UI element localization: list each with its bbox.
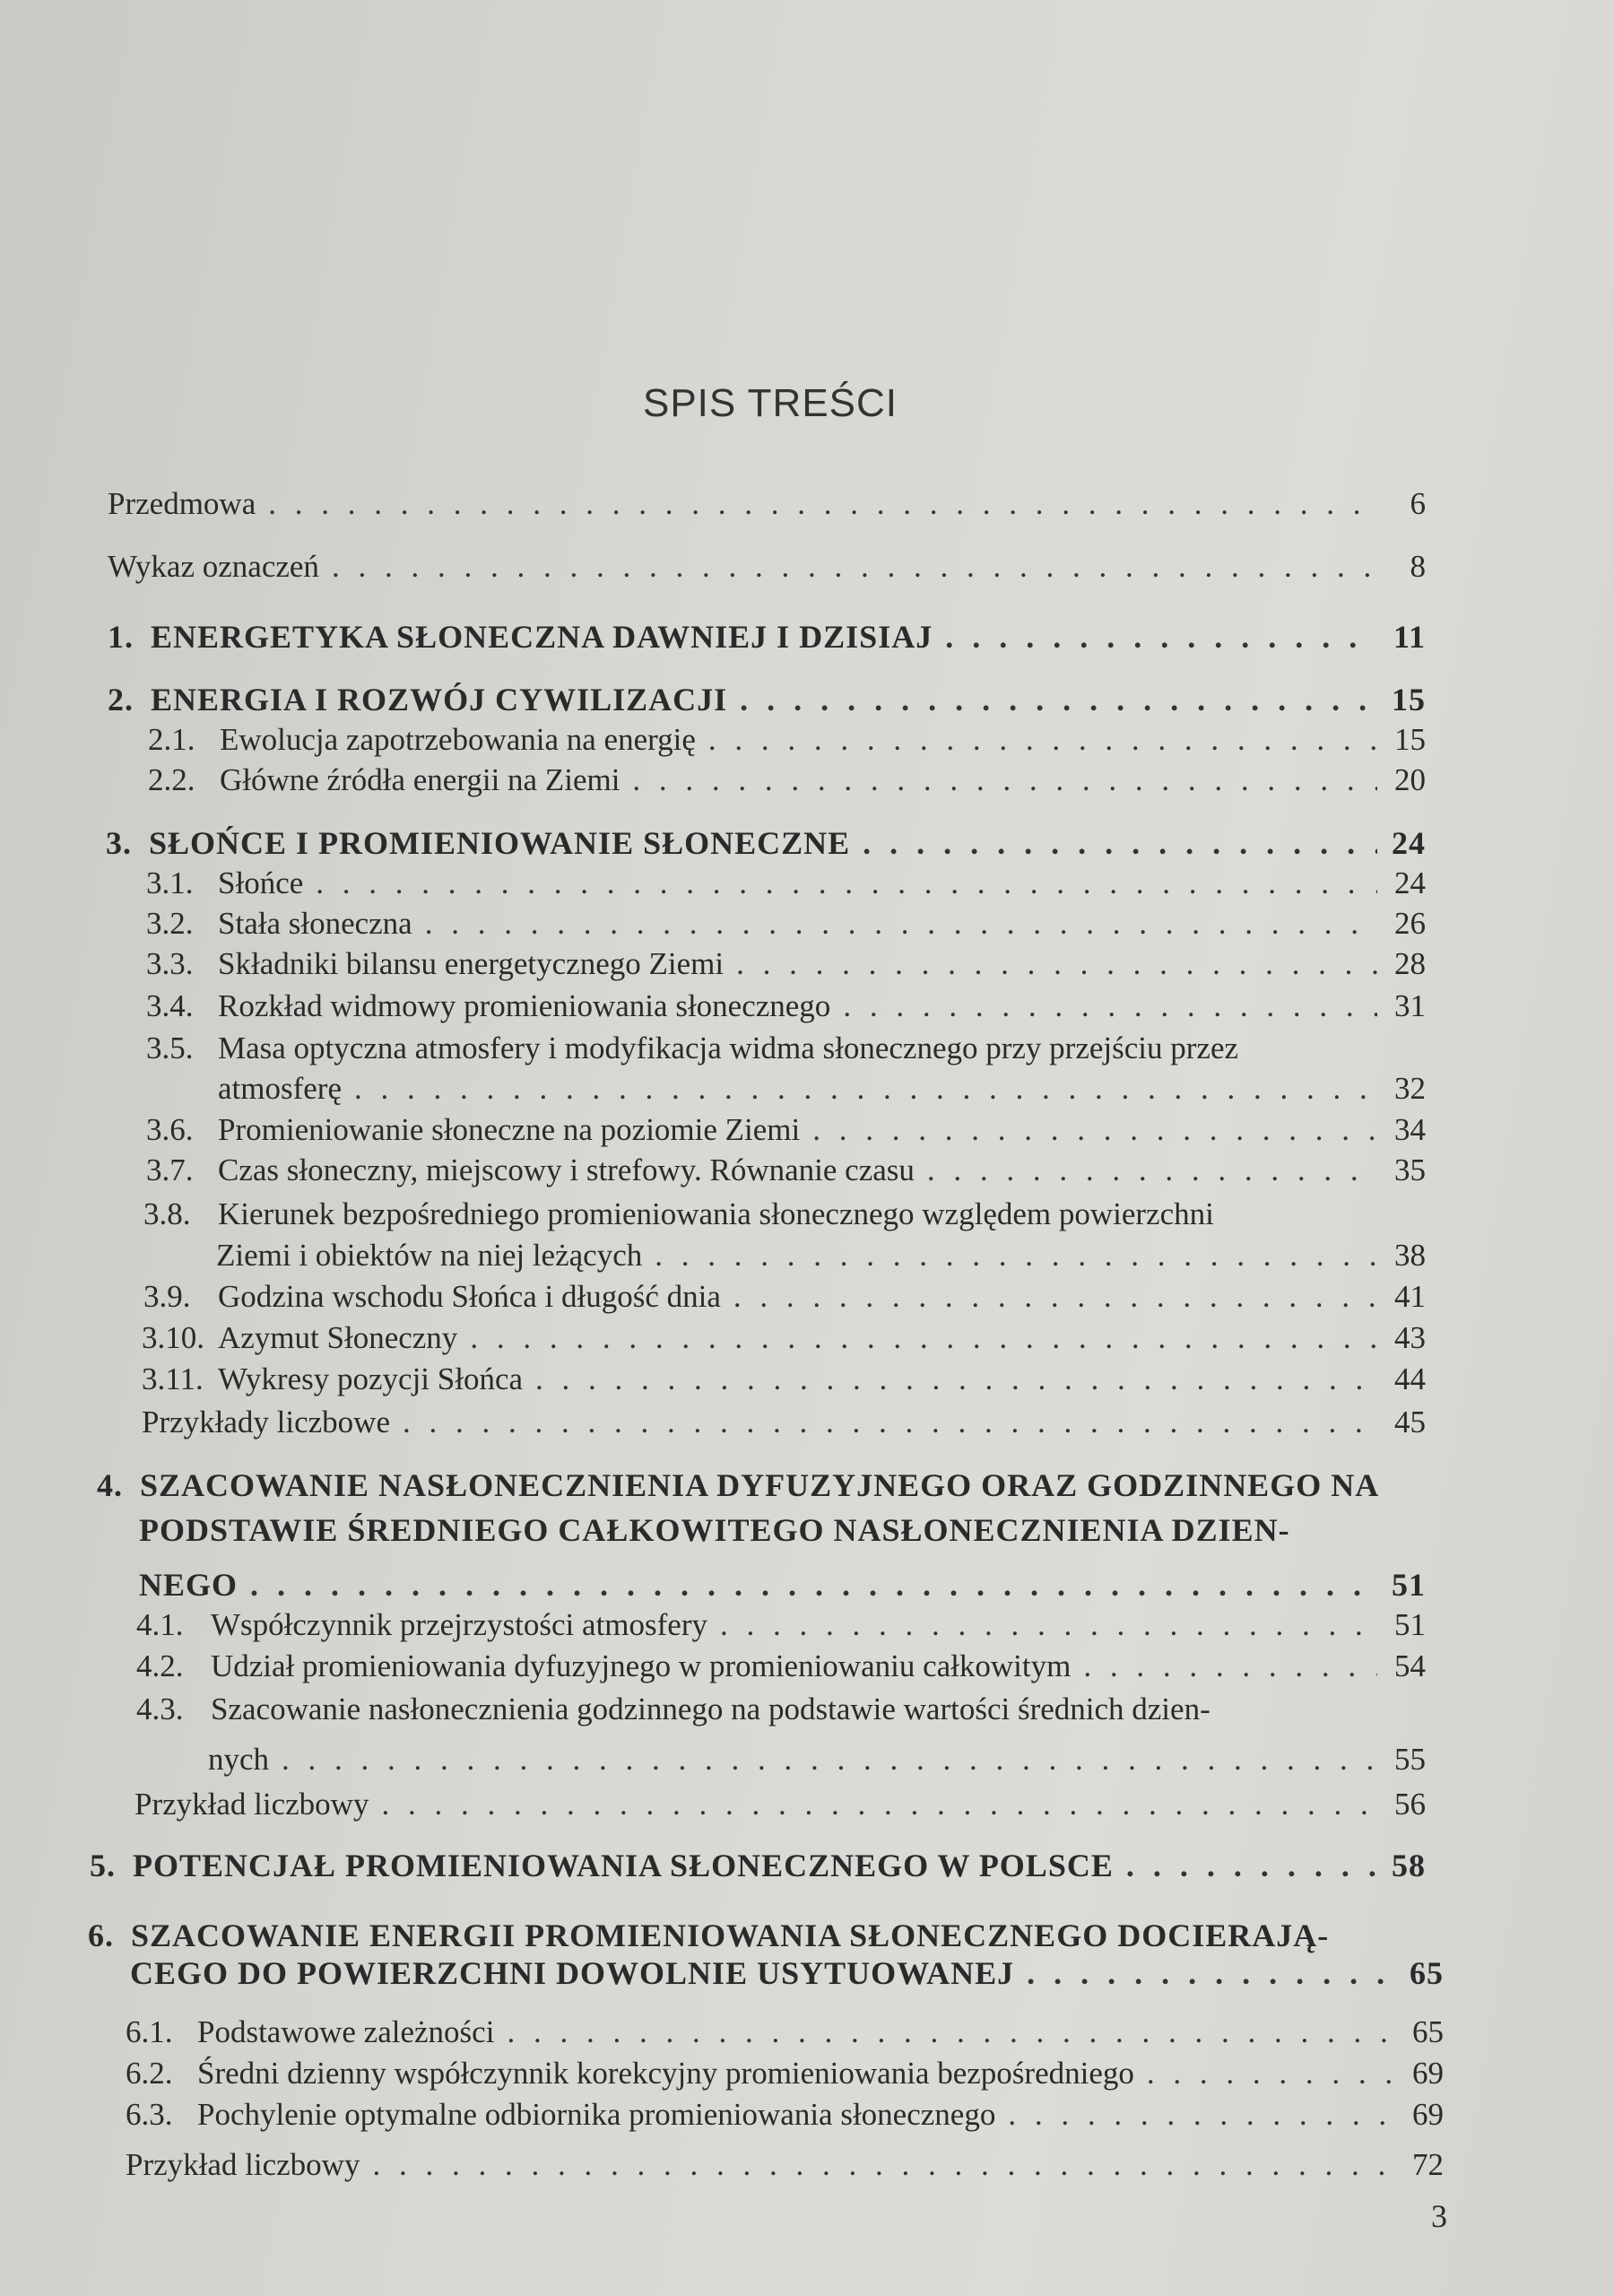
- toc-entry-page: 55: [1394, 1742, 1426, 1777]
- toc-entry-page: 8: [1410, 549, 1426, 584]
- toc-entry-page: 56: [1394, 1787, 1426, 1822]
- toc-entry-page: 6: [1410, 486, 1426, 521]
- toc-entry: [142, 1318, 1426, 1358]
- toc-entry-page: 54: [1394, 1648, 1426, 1683]
- toc-entry-title: Czas słoneczny, miejscowy i strefowy. Równanie czasu: [218, 1152, 915, 1187]
- toc-entry: [126, 2013, 1444, 2052]
- toc-entry: [143, 1195, 1363, 1234]
- dot-leader: [1147, 2054, 1395, 2093]
- dot-leader: [381, 1785, 1377, 1824]
- toc-entry: [146, 944, 1426, 984]
- toc-entry-page: 24: [1394, 865, 1426, 900]
- toc-entry-title: Ziemi i obiektów na niej leżących: [216, 1238, 643, 1273]
- dot-leader: [1083, 1647, 1377, 1686]
- dot-leader: [863, 823, 1377, 863]
- page-title: SPIS TREŚCI: [642, 381, 898, 425]
- toc-entry-title: Podstawowe zależności: [197, 2014, 495, 2049]
- toc-entry-page: 28: [1394, 946, 1426, 981]
- toc-entry-number: 3.5.: [146, 1031, 194, 1065]
- toc-entry-title: Współczynnik przejrzystości atmosfery: [211, 1607, 707, 1642]
- toc-entry: [146, 1029, 1363, 1068]
- toc-entry-title: Godzina wschodu Słońca i długość dnia: [218, 1279, 721, 1314]
- toc-entry: [108, 484, 1426, 524]
- toc-entry: [126, 2095, 1444, 2135]
- toc-entry: [130, 1953, 1444, 1993]
- toc-entry: [139, 1565, 1426, 1605]
- toc-entry-number: 3.10.: [142, 1320, 204, 1355]
- toc-entry: [136, 1647, 1426, 1686]
- toc-entry: [146, 1110, 1426, 1150]
- toc-entry-title: Wykresy pozycji Słońca: [218, 1361, 524, 1396]
- dot-leader: [507, 2013, 1395, 2052]
- dot-leader: [268, 484, 1377, 524]
- dot-leader: [720, 1605, 1377, 1645]
- toc-entry-page: 43: [1394, 1320, 1426, 1355]
- toc-entry-page: 58: [1392, 1848, 1426, 1883]
- toc-entry-title: SZACOWANIE ENERGII PROMIENIOWANIA SŁONECZNEGO DOCIERAJĄ-: [131, 1918, 1330, 1953]
- toc-entry: [146, 1151, 1426, 1190]
- toc-entry-page: 31: [1394, 988, 1426, 1023]
- toc-entry-page: 34: [1394, 1112, 1426, 1147]
- toc-entry: [216, 1236, 1426, 1275]
- toc-entry: [126, 2054, 1444, 2093]
- toc-entry: [136, 1690, 1363, 1729]
- toc-entry: [146, 904, 1426, 944]
- toc-entry-number: 2.: [108, 682, 134, 718]
- toc-entry-page: 38: [1394, 1238, 1426, 1273]
- toc-entry-number: 3.6.: [146, 1112, 194, 1147]
- dot-leader: [372, 2145, 1395, 2185]
- toc-entry-number: 3.4.: [146, 988, 194, 1023]
- toc-entry-page: 69: [1412, 2056, 1444, 2091]
- toc-entry-number: 4.: [97, 1467, 123, 1503]
- toc-entry: [218, 1069, 1426, 1109]
- dot-leader: [708, 720, 1377, 760]
- dot-leader: [282, 1740, 1377, 1779]
- toc-entry-page: 11: [1393, 619, 1426, 655]
- toc-entry-title: atmosferę: [218, 1071, 342, 1106]
- toc-entry-page: 65: [1412, 2014, 1444, 2049]
- toc-entry-number: 6.2.: [126, 2056, 173, 2091]
- toc-entry-title: Promieniowanie słoneczne na poziomie Ziemi: [218, 1112, 801, 1147]
- toc-entry-title: Rozkład widmowy promieniowania słonecznego: [218, 988, 831, 1023]
- toc-entry-title: nych: [208, 1742, 270, 1777]
- toc-entry-number: 5.: [90, 1848, 116, 1883]
- toc-entry-number: 4.2.: [136, 1648, 184, 1683]
- toc-entry-page: 24: [1392, 825, 1426, 861]
- toc-entry: [143, 1277, 1426, 1317]
- toc-entry-title: Pochylenie optymalne odbiornika promieniowania słonecznego: [197, 2097, 996, 2132]
- toc-entry-number: 1.: [108, 619, 134, 655]
- toc-entry: [108, 680, 1426, 719]
- toc-entry: [108, 547, 1426, 587]
- toc-entry-title: POTENCJAŁ PROMIENIOWANIA SŁONECZNEGO W POLSCE: [133, 1848, 1114, 1883]
- toc-entry-number: 3.2.: [146, 906, 194, 941]
- dot-leader: [733, 1277, 1377, 1317]
- toc-entry-page: 72: [1412, 2147, 1444, 2182]
- toc-entry-page: 51: [1394, 1607, 1426, 1642]
- dot-leader: [736, 944, 1377, 984]
- toc-entry-title: SZACOWANIE NASŁONECZNIENIA DYFUZYJNEGO ORAZ GODZINNEGO NA: [140, 1467, 1380, 1503]
- toc-entry: [146, 864, 1426, 903]
- toc-entry-title: Szacowanie nasłonecznienia godzinnego na podstawie wartości średnich dzien-: [211, 1692, 1210, 1726]
- toc-entry-page: 41: [1394, 1279, 1426, 1314]
- dot-leader: [843, 987, 1377, 1026]
- toc-entry-title: Główne źródła energii na Ziemi: [220, 762, 620, 797]
- toc-entry-page: 44: [1394, 1361, 1426, 1396]
- toc-entry-title: Wykaz oznaczeń: [108, 549, 319, 584]
- toc-entry: [139, 1510, 1399, 1550]
- toc-entry: [97, 1465, 1399, 1505]
- dot-leader: [632, 761, 1377, 800]
- toc-entry-number: 3.9.: [143, 1279, 191, 1314]
- toc-entry-page: 32: [1394, 1071, 1426, 1106]
- toc-entry-page: 20: [1394, 762, 1426, 797]
- toc-entry-number: 6.: [88, 1918, 114, 1953]
- toc-entry-number: 4.1.: [136, 1607, 184, 1642]
- toc-entry-number: 2.2.: [148, 762, 195, 797]
- dot-leader: [812, 1110, 1377, 1150]
- toc-entry-title: NEGO: [139, 1567, 239, 1603]
- toc-entry-number: 3.8.: [143, 1196, 191, 1231]
- toc-entry-title: Przykłady liczbowe: [142, 1405, 390, 1439]
- dot-leader: [250, 1565, 1377, 1605]
- toc-entry-title: PODSTAWIE ŚREDNIEGO CAŁKOWITEGO NASŁONECZNIENIA DZIEN-: [139, 1512, 1290, 1548]
- dot-leader: [535, 1360, 1377, 1399]
- toc-entry-number: 3.3.: [146, 946, 194, 981]
- toc-entry-number: 3.1.: [146, 865, 194, 900]
- toc-entry-number: 3.: [106, 825, 132, 861]
- dot-leader: [403, 1403, 1377, 1442]
- dot-leader: [316, 864, 1377, 903]
- toc-entry-title: Słońce: [218, 865, 304, 900]
- toc-entry: [208, 1740, 1426, 1779]
- toc-entry-title: Przedmowa: [108, 486, 256, 521]
- toc-entry-title: Przykład liczbowy: [134, 1787, 369, 1822]
- toc-entry-title: Udział promieniowania dyfuzyjnego w promieniowaniu całkowitym: [211, 1648, 1072, 1683]
- toc-entry-number: 6.3.: [126, 2097, 173, 2132]
- dot-leader: [740, 680, 1377, 719]
- toc-entry: [142, 1360, 1426, 1399]
- toc-entry-page: 69: [1412, 2097, 1444, 2132]
- toc-entry: [90, 1846, 1426, 1885]
- toc-entry-number: 3.7.: [146, 1152, 194, 1187]
- dot-leader: [470, 1318, 1377, 1358]
- dot-leader: [1027, 1953, 1395, 1993]
- toc-entry: [108, 617, 1426, 657]
- toc-entry-title: Masa optyczna atmosfery i modyfikacja widma słonecznego przy przejściu przez: [218, 1031, 1239, 1065]
- toc-entry-title: Średni dzienny współczynnik korekcyjny promieniowania bezpośredniego: [197, 2056, 1134, 2091]
- dot-leader: [425, 904, 1377, 944]
- toc-entry: [146, 987, 1426, 1026]
- dot-leader: [332, 547, 1377, 587]
- toc-entry-page: 65: [1410, 1955, 1444, 1991]
- toc-entry-page: 15: [1394, 722, 1426, 757]
- toc-entry: [134, 1785, 1426, 1824]
- toc-entry: [88, 1916, 1399, 1955]
- toc-entry-title: ENERGETYKA SŁONECZNA DAWNIEJ I DZISIAJ: [151, 619, 933, 655]
- dot-leader: [354, 1069, 1377, 1109]
- page-number: 3: [1431, 2198, 1447, 2234]
- dot-leader: [945, 617, 1377, 657]
- toc-entry: [136, 1605, 1426, 1645]
- toc-entry-page: 35: [1394, 1152, 1426, 1187]
- toc-entry-page: 15: [1392, 682, 1426, 718]
- dot-leader: [1126, 1846, 1377, 1885]
- toc-entry: [126, 2145, 1444, 2185]
- toc-entry-number: 4.3.: [136, 1692, 184, 1726]
- toc-entry-number: 3.11.: [142, 1361, 204, 1396]
- toc-entry-title: Przykład liczbowy: [126, 2147, 360, 2182]
- toc-entry-number: 6.1.: [126, 2014, 173, 2049]
- toc-entry-title: Azymut Słoneczny: [218, 1320, 458, 1355]
- toc-entry-page: 45: [1394, 1405, 1426, 1439]
- toc-entry-title: ENERGIA I ROZWÓJ CYWILIZACJI: [151, 682, 728, 718]
- toc-entry: [142, 1403, 1426, 1442]
- toc-entry-title: SŁOŃCE I PROMIENIOWANIE SŁONECZNE: [149, 825, 851, 861]
- dot-leader: [927, 1151, 1377, 1190]
- dot-leader: [1008, 2095, 1395, 2135]
- toc-entry: [106, 823, 1426, 863]
- toc-entry-title: CEGO DO POWIERZCHNI DOWOLNIE USYTUOWANEJ: [130, 1955, 1015, 1991]
- toc-entry-number: 2.1.: [148, 722, 195, 757]
- toc-entry-title: Składniki bilansu energetycznego Ziemi: [218, 946, 725, 981]
- toc-entry: [148, 761, 1426, 800]
- toc-entry: [148, 720, 1426, 760]
- dot-leader: [655, 1236, 1377, 1275]
- toc-entry-page: 51: [1392, 1567, 1426, 1603]
- toc-entry-title: Kierunek bezpośredniego promieniowania słonecznego względem powierzchni: [218, 1196, 1214, 1231]
- toc-entry-title: Stała słoneczna: [218, 906, 412, 941]
- toc-entry-page: 26: [1394, 906, 1426, 941]
- toc-entry-title: Ewolucja zapotrzebowania na energię: [220, 722, 696, 757]
